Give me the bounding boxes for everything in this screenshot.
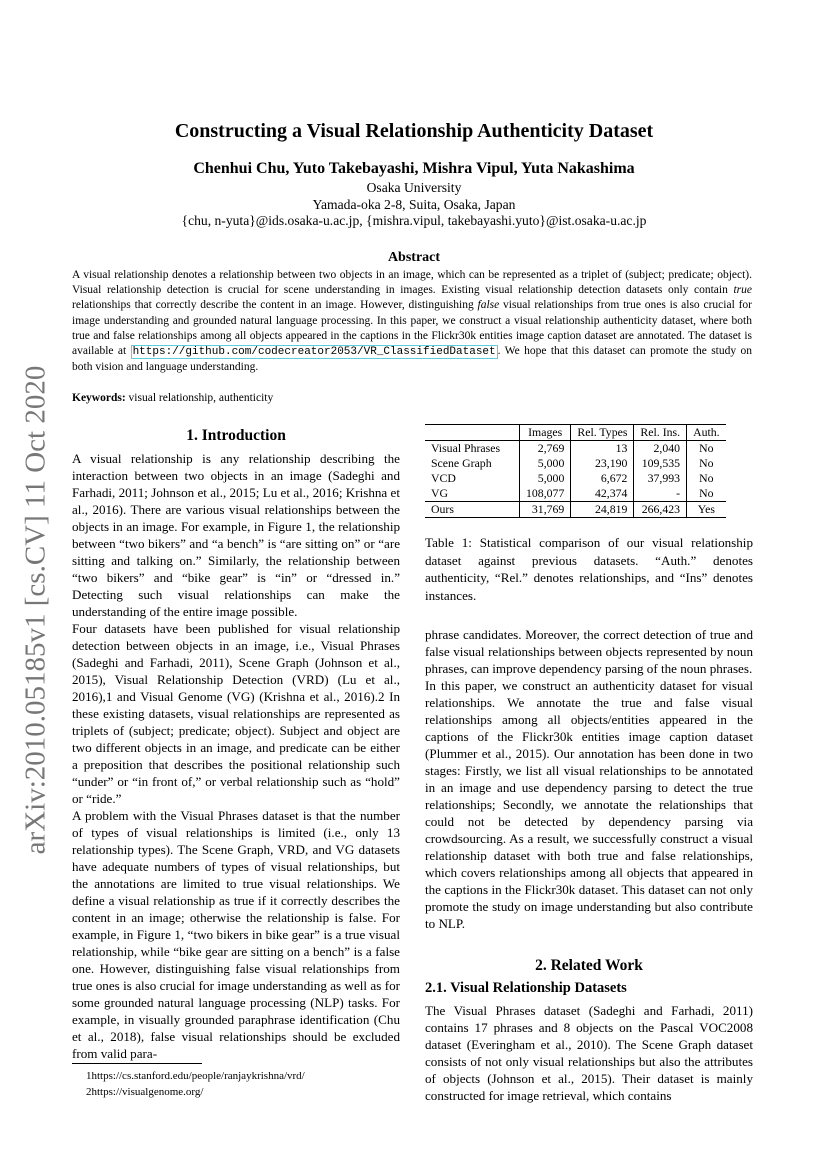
author-list: Chenhui Chu, Yuto Takebayashi, Mishra Vipul, Yuta Nakashima: [193, 160, 635, 177]
table-cell: 42,374: [571, 486, 634, 502]
keywords-label: Keywords:: [72, 392, 126, 404]
table-header: [425, 425, 520, 441]
stats-table-wrap: [425, 424, 726, 518]
table-cell: VCD: [431, 471, 456, 485]
table-cell: No: [687, 441, 726, 457]
table-header-row: [425, 425, 726, 441]
table-cell: VG: [431, 486, 449, 500]
abstract-text-4: . We hope that this dataset can promote the study on both vision and language understanding.: [72, 345, 752, 374]
abstract-true-word: true: [733, 284, 752, 297]
table-cell: 6,672: [571, 471, 634, 486]
table-row: [425, 456, 726, 471]
table-cell: 266,423: [634, 502, 687, 518]
right-para-2: In this paper, we construct an authenticity dataset for visual relationships. We annotate the true and false visual relationships among all objects/entities appeared in the captions of the Flickr30k entities image caption dataset (Plummer et al., 2015). Our annotation has been done in two stages: Firstly, we list all visual relationships to be annotated in an image and use dependency parsing to detect the true relationships; Secondly, we annotate the relationships that could not be detected by dependency parsing via crowdsourcing. As a result, we successfully construct a visual relationship dataset with both true and false relationships, which covers relationships among all objects that appeared in the captions in the Flickr30k dataset. This dataset can not only promote the study on image understanding but also contribute to NLP.: [425, 678, 753, 931]
table-cell: No: [687, 456, 726, 471]
affiliation-address: Yamada-oka 2-8, Suita, Osaka, Japan: [312, 197, 516, 212]
table-cell: -: [634, 486, 687, 502]
table-row: [425, 471, 726, 486]
table-cell: No: [687, 486, 726, 502]
abstract-text-3: visual relationships from true ones is also crucial for image understanding and grounded natural language processing. In this paper, we construct a visual relationship authenticity dataset, where both true and false relationships among all objects appeared in the captions in the Flickr30k entities image caption dataset are annotated. The dataset is available at: [72, 299, 752, 358]
abstract-body: [72, 268, 752, 375]
paper-title: Constructing a Visual Relationship Authenticity Dataset: [174, 120, 654, 142]
right-body: [425, 626, 753, 932]
intro-para-1: A visual relationship is any relationship describing the interaction between two objects in an image (Sadeghi and Farhadi, 2011; Johnson et al., 2015; Lu et al., 2016; Krishna et al., 2016). There are various visual relationships between the objects in an image. For example, in Figure 1, the relationship between “two bikers” and “a bench” is “are sitting on” or “are sitting and talking on.” Similarly, the relationship between “two bikers” and “bike gear” is “in” or “dressed in.” Detecting such visual relationships can make the understanding of the entire image possible.: [72, 451, 400, 619]
table-cell: 24,819: [571, 502, 634, 518]
table-header: Images: [520, 425, 571, 441]
table-cell: Visual Phrases: [431, 441, 501, 455]
right-para-1: phrase candidates. Moreover, the correct detection of true and false visual relationships between objects represented by noun phrases, can improve dependency parsing of the noun phrases.: [425, 627, 753, 676]
footnote-1: 1https://cs.stanford.edu/people/ranjaykrishna/vrd/: [86, 1070, 305, 1082]
intro-para-3: A problem with the Visual Phrases dataset is that the number of types of visual relationships is limited (i.e., only 13 relationship types). The Scene Graph, VRD, and VG datasets have adequate numbers of types of visual relationships, but the annotations are limited to true visual relationships. We define a visual relationship as true if it correctly describes the content in an image; otherwise the relationship is false. For example, in Figure 1, “two bikers in bike gear” is a true visual relationship, while “bike gear are sitting on a bench” is a false one. However, distinguishing false visual relationships from true ones is also crucial for image understanding as well as for some grounded natural language processing (NLP) tasks. For example, in visually grounded paraphrase identification (Chu et al., 2018), false visual relationships should be excluded from valid para-: [72, 808, 400, 1061]
table-cell: 5,000: [520, 471, 571, 486]
subsection-heading: 2.1. Visual Relationship Datasets: [425, 980, 627, 996]
table-cell: 37,993: [634, 471, 687, 486]
table-cell: 109,535: [634, 456, 687, 471]
stats-table: [425, 424, 726, 518]
footnotes: [86, 1068, 305, 1100]
keywords-line: [72, 392, 273, 404]
author-emails: {chu, n-yuta}@ids.osaka-u.ac.jp, {mishra.vipul, takebayashi.yuto}@ist.osaka-u.ac.jp: [181, 213, 647, 228]
abstract-false-word: false: [477, 299, 500, 312]
table-cell: Yes: [687, 502, 726, 518]
table-row: [425, 486, 726, 502]
table-cell: 5,000: [520, 456, 571, 471]
related-para: The Visual Phrases dataset (Sadeghi and Farhadi, 2011) contains 17 phrases and 8 objects on the Pascal VOC2008 dataset (Everingham et al., 2010). The Scene Graph dataset consists of not only visual relationships but also the attributes of objects (Johnson et al., 2015). Their dataset is mainly constructed for image retrieval, which contains: [425, 1003, 753, 1103]
abstract-heading: Abstract: [387, 250, 441, 265]
intro-para-2: Four datasets have been published for visual relationship detection between objects in an image, i.e., Visual Phrases (Sadeghi and Farhadi, 2011), Scene Graph (Johnson et al., 2015), Visual Relationship Detection (VRD) (Lu et al., 2016),1 and Visual Genome (VG) (Krishna et al., 2016).2 In these existing datasets, visual relationships are represented as triplets of (subject; predicate; object). Subject and object are two different objects in an image, and predicate can be either a preposition that describes the positional relationship such “under” or “in front of,” or verbal relationship such as “hold” or “ride.”: [72, 621, 400, 806]
table-header: Rel. Types: [571, 425, 634, 441]
table-cell: 2,040: [634, 441, 687, 457]
table-row: [425, 441, 726, 457]
table-row: [425, 502, 726, 518]
table-cell: 23,190: [571, 456, 634, 471]
table-cell: 108,077: [520, 486, 571, 502]
dataset-url-link[interactable]: https://github.com/codecreator2053/VR_ClassifiedDataset: [132, 346, 496, 359]
intro-heading: 1. Introduction: [186, 427, 286, 444]
related-work-heading: 2. Related Work: [535, 957, 643, 974]
table-cell: Ours: [431, 502, 454, 516]
table-header: Rel. Ins.: [634, 425, 687, 441]
abstract-text-1: A visual relationship denotes a relationship between two objects in an image, which can be represented as a triplet of (subject; predicate; object). Visual relationship detection is crucial for scene understanding in images. Existing visual relationship detection datasets only contain: [72, 269, 752, 297]
abstract-text-2: relationships that correctly describe the content in an image. However, distinguishing: [72, 299, 478, 312]
table-cell: No: [687, 471, 726, 486]
arxiv-stamp: [16, 365, 56, 855]
table-cell: Scene Graph: [431, 456, 492, 470]
table-header: Auth.: [687, 425, 726, 441]
affiliation-org: Osaka University: [366, 180, 462, 195]
table-cell: 13: [571, 441, 634, 457]
intro-body: [72, 450, 400, 1062]
table-caption: Table 1: Statistical comparison of our visual relationship dataset against previous datasets. “Auth.” denotes authenticity, “Rel.” denotes relationships, and “Ins” denotes instances.: [425, 535, 753, 603]
table-cell: 2,769: [520, 441, 571, 457]
footnote-rule: [72, 1063, 202, 1064]
footnote-2: 2https://visualgenome.org/: [86, 1086, 204, 1098]
keywords-text: visual relationship, authenticity: [125, 392, 274, 404]
table-cell: 31,769: [520, 502, 571, 518]
arxiv-stamp-text: arXiv:2010.05185v1 [cs.CV] 11 Oct 2020: [19, 365, 52, 855]
